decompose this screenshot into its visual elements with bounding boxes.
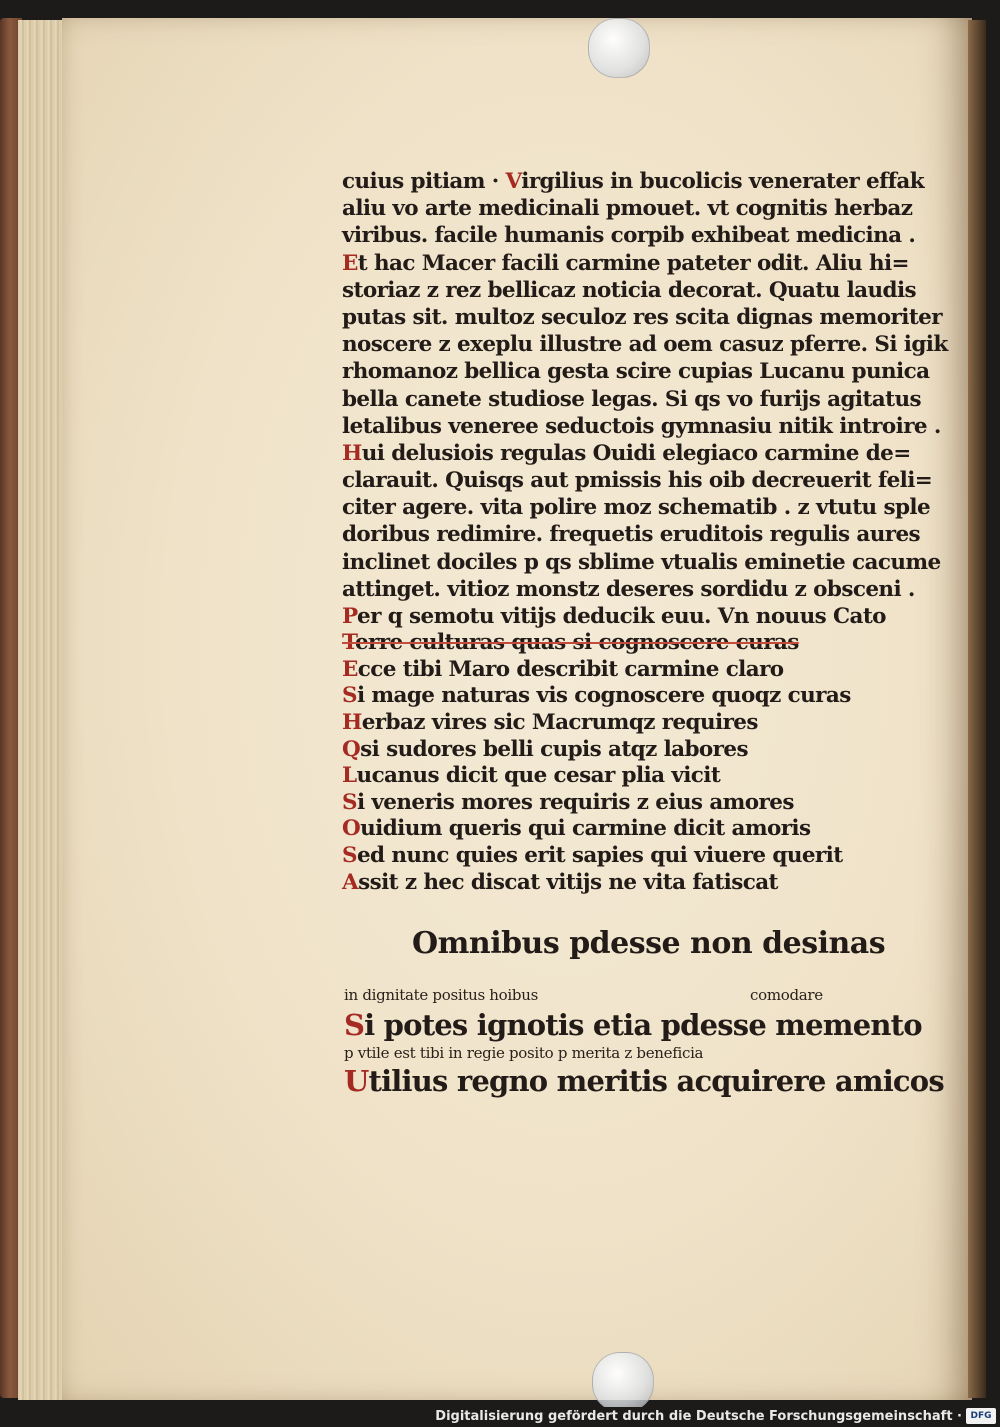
prose-line <box>342 386 922 413</box>
prose-line-text: er q semotu vitijs deducik euu. Vn nouus Cato <box>357 604 886 629</box>
verse-line <box>342 657 922 684</box>
rubric-initial: P <box>342 604 357 629</box>
prose-line <box>342 521 922 548</box>
glass-clip-bottom <box>592 1352 654 1412</box>
prose-line <box>342 222 922 249</box>
interlinear-gloss: p vtile est tibi in regie posito p merita z beneficia <box>344 1044 704 1062</box>
prose-line <box>342 331 948 358</box>
dfg-logo: DFG <box>966 1408 996 1424</box>
prose-line-text: bella canete studiose legas. Si qs vo furijs agitatus <box>342 386 921 412</box>
page-gutter <box>968 20 986 1398</box>
interlinear-gloss: in dignitate positus hoibus <box>344 986 538 1004</box>
prose-line <box>342 603 922 630</box>
rubric-initial: A <box>342 869 359 895</box>
verse-line-text: erbaz vires sic Macrumqz requires <box>361 709 758 735</box>
prose-line <box>342 467 933 494</box>
verse-line-text: si sudores belli cupis atqz labores <box>360 736 748 762</box>
prose-line <box>342 250 922 277</box>
prose-line-text: putas sit. multoz seculoz res scita dignas memoriter <box>342 304 942 330</box>
rubric-initial: E <box>342 656 358 682</box>
verse-line <box>342 843 922 870</box>
prose-line <box>342 168 925 195</box>
prose-line <box>342 358 930 385</box>
prose-line-text: t hac Macer facili carmine pateter odit. Aliu hi= <box>357 250 909 276</box>
prose-section <box>342 168 948 630</box>
interlinear-gloss-right: comodare <box>750 986 823 1004</box>
rubric-initial: O <box>342 816 361 842</box>
prose-line <box>342 277 922 304</box>
rubric-initial: V <box>505 169 522 194</box>
verse-line <box>342 683 922 710</box>
rubric-initial: T <box>342 630 355 656</box>
rubric-initial: Q <box>342 736 361 762</box>
verse-line <box>342 870 922 897</box>
verse-line <box>342 710 922 737</box>
footer-credit: Digitalisierung gefördert durch die Deutsche Forschungsgemeinschaft · <box>435 1409 962 1424</box>
rubric-initial: S <box>342 789 357 815</box>
verse-line <box>342 763 922 790</box>
prose-line-text: attinget. vitioz monstz deseres sordidu z obsceni . <box>342 576 915 602</box>
verse-line-text: erre culturas quas si cognoscere curas <box>354 630 799 656</box>
prose-line <box>342 304 942 331</box>
rubric-initial: E <box>342 250 358 276</box>
prose-line-text: clarauit. Quisqs aut pmissis his oib decreuerit feli= <box>342 468 933 494</box>
prose-line <box>342 576 922 603</box>
verse-line <box>342 737 922 764</box>
verse-large-line <box>344 1064 944 1098</box>
verse-line-text: i veneris mores requiris z eius amores <box>356 789 794 815</box>
glass-clip-top <box>588 18 650 78</box>
verse-line <box>342 790 922 817</box>
prose-line-text: ui delusiois regulas Ouidi elegiaco carmine de= <box>361 440 911 466</box>
prose-line-text: letalibus veneree seductois gymnasiu nitik introire . <box>342 413 941 439</box>
verse-line <box>342 630 922 657</box>
prose-line-text: rhomanoz bellica gesta scire cupias Lucanu punica <box>342 359 930 385</box>
rubric-initial: U <box>344 1064 369 1098</box>
prose-line-text: aliu vo arte medicinali pmouet. vt cognitis herbaz <box>342 196 913 222</box>
section-heading: Omnibus pdesse non desinas <box>412 926 886 961</box>
prose-line-text: doribus redimire. frequetis eruditois regulis aures <box>342 522 921 548</box>
main-text-block <box>342 168 948 896</box>
prose-line <box>342 549 941 576</box>
rubric-initial: S <box>342 683 357 709</box>
verse-large-line <box>344 1008 922 1042</box>
verse-line-text: ed nunc quies erit sapies qui viuere querit <box>356 842 843 868</box>
verse-large-text: i potes ignotis etia pdesse memento <box>364 1008 922 1042</box>
prose-line <box>342 413 941 440</box>
prose-line-text: citer agere. vita polire moz schematib . z vtutu sple <box>342 495 931 521</box>
verse-line-text: ssit z hec discat vitijs ne vita fatiscat <box>358 869 778 895</box>
rubric-initial: S <box>344 1008 365 1042</box>
rubric-initial: L <box>342 763 357 789</box>
prose-line <box>342 440 922 467</box>
verse-line-text: i mage naturas vis cognoscere quoqz curas <box>356 683 851 709</box>
prose-line-text: irgilius in bucolicis venerater effak <box>521 169 925 194</box>
rubric-initial: S <box>342 842 357 868</box>
prose-line-text: storiaz z rez bellicaz noticia decorat. Quatu laudis <box>342 277 917 303</box>
prose-line-text: noscere z exeplu illustre ad oem casuz pferre. Si igik <box>342 332 948 358</box>
verse-large-text: tilius regno meritis acquirere amicos <box>368 1064 944 1098</box>
verse-line-text: ucanus dicit que cesar plia vicit <box>356 763 721 789</box>
verse-line-text: cce tibi Maro describit carmine claro <box>357 656 784 682</box>
prose-line-text: viribus. facile humanis corpib exhibeat medicina . <box>342 223 916 249</box>
verse-section <box>342 630 922 896</box>
prose-line <box>342 494 931 521</box>
verse-line-text: uidium queris qui carmine dicit amoris <box>360 816 811 842</box>
prose-line-text: cuius pitiam · <box>342 169 506 194</box>
prose-line-text: inclinet dociles p qs sblime vtualis eminetie cacume <box>342 549 941 575</box>
prose-line <box>342 195 922 222</box>
rubric-initial: H <box>342 440 362 466</box>
verse-line <box>342 816 922 843</box>
rubric-initial: H <box>342 709 362 735</box>
